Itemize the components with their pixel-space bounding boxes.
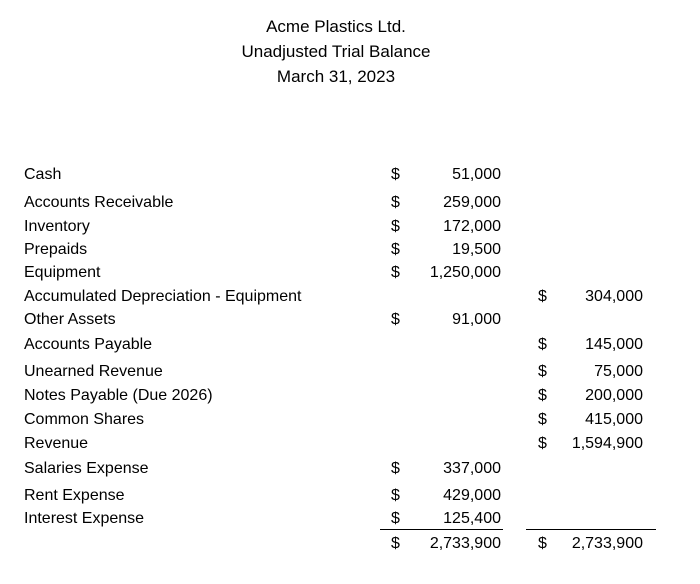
credit-currency-symbol: $ [538, 336, 547, 353]
account-name: Notes Payable (Due 2026) [24, 387, 213, 404]
credit-amount: 200,000 [585, 387, 643, 404]
account-name: Accounts Receivable [24, 194, 174, 211]
credit-currency-symbol: $ [538, 288, 547, 305]
company-name: Acme Plastics Ltd. [266, 17, 406, 36]
credit-amount: 304,000 [585, 288, 643, 305]
debit-currency-symbol: $ [391, 460, 400, 477]
account-name: Interest Expense [24, 510, 145, 527]
credit-amount: 1,594,900 [571, 435, 643, 452]
statement-title: Unadjusted Trial Balance [241, 42, 431, 61]
debit-amount: 337,000 [443, 460, 501, 477]
debit-amount: 125,400 [443, 510, 501, 527]
debit-amount: 51,000 [452, 166, 501, 183]
debit-currency-symbol: $ [391, 241, 400, 258]
credit-currency-symbol: $ [538, 363, 547, 380]
debit-total-currency-symbol: $ [391, 535, 400, 552]
account-name: Unearned Revenue [24, 363, 163, 380]
account-name: Common Shares [24, 411, 145, 428]
account-name: Accumulated Depreciation - Equipment [24, 288, 302, 305]
account-name: Other Assets [24, 311, 116, 328]
debit-amount: 172,000 [443, 218, 501, 235]
debit-total-rule [380, 529, 503, 530]
debit-total: 2,733,900 [429, 535, 501, 552]
credit-amount: 145,000 [585, 336, 643, 353]
credit-amount: 75,000 [594, 363, 643, 380]
debit-amount: 429,000 [443, 487, 501, 504]
account-name: Inventory [24, 218, 90, 235]
debit-amount: 19,500 [452, 241, 501, 258]
debit-currency-symbol: $ [391, 194, 400, 211]
debit-currency-symbol: $ [391, 264, 400, 281]
account-name: Rent Expense [24, 487, 125, 504]
credit-currency-symbol: $ [538, 435, 547, 452]
credit-amount: 415,000 [585, 411, 643, 428]
debit-currency-symbol: $ [391, 487, 400, 504]
statement-header [0, 14, 672, 89]
account-name: Equipment [24, 264, 101, 281]
statement-date: March 31, 2023 [276, 67, 396, 86]
debit-amount: 1,250,000 [429, 264, 501, 281]
credit-total: 2,733,900 [571, 535, 643, 552]
account-name: Cash [24, 166, 62, 183]
debit-currency-symbol: $ [391, 510, 400, 527]
credit-total-rule [526, 529, 656, 530]
debit-currency-symbol: $ [391, 311, 400, 328]
debit-amount: 259,000 [443, 194, 501, 211]
account-name: Salaries Expense [24, 460, 149, 477]
account-name: Revenue [24, 435, 89, 452]
credit-total-currency-symbol: $ [538, 535, 547, 552]
credit-currency-symbol: $ [538, 411, 547, 428]
debit-amount: 91,000 [452, 311, 501, 328]
debit-currency-symbol: $ [391, 166, 400, 183]
account-name: Prepaids [24, 241, 88, 258]
credit-currency-symbol: $ [538, 387, 547, 404]
account-name: Accounts Payable [24, 336, 153, 353]
debit-currency-symbol: $ [391, 218, 400, 235]
